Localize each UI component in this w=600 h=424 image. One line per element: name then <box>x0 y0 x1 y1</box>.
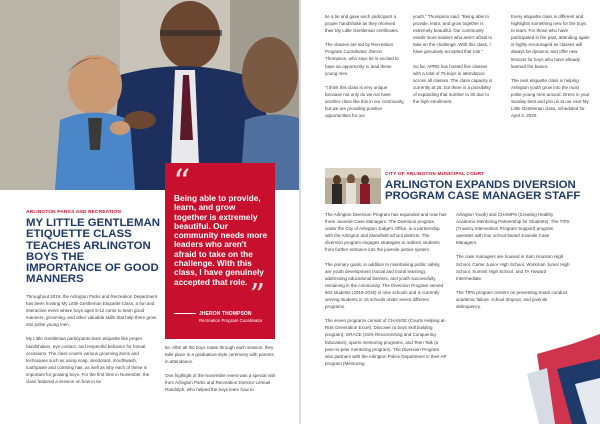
paragraph: The classes are led by Recreation Program Coordinator Jheron Thompson, who says he is excited to have an opportunity to lead these young men. <box>325 42 399 76</box>
paragraph: The seven programs consist of CHANGE (Courts Helping at-Risk Generation Excel), Discover (a boys skill building program), GRACE (Girls Reconnecting and Conquering Education), sports mentoring programs, and Teen Talk (a peer-to-peer mentoring program). The Diversion Program also partners with the Arlington Police Department in their AP program (Mentoring <box>325 318 447 366</box>
pull-quote <box>165 163 275 339</box>
section-kicker: CITY OF ARLINGTON MUNICIPAL COURT <box>385 172 485 177</box>
diversion-column-2 <box>456 211 571 317</box>
right-page <box>301 0 600 424</box>
paragraph: Every etiquette class is different and highlights something new for the boys to learn. For those who have participated in the past, attending again is highly encouraged as classes will always be dynamic and offer new lessons for boys who have already learned the basics. <box>511 14 590 69</box>
paragraph: The primary goals, in addition to maintaining public safety, are youth development (social and moral learning), addressing educational barriers, and youth successfully remaining in the community. The Diversion Program served 603 students (2019-2019) in nine schools and is currently serving students in 15 schools under seven different programs. <box>325 261 444 310</box>
paragraph: Arlington Youth) and CHAMPS (Creating Healthy Academic Mentoring Partnership for Students). The TIPS (Truancy Intervention Program Support) program operates with four school-based Juvenile Case Managers. <box>456 212 570 246</box>
paragraph: One highlight of the November event was a special visit from Arlington Parks and Recreation Director Lemuel Randolph, who helped the boys learn how to <box>165 373 276 393</box>
pull-quote-text: Being able to provide, learn, and grow together is extremely beautiful. Our community needs more leaders who aren't afraid to take on the challenge. With this class, I have genuinely accepted that role. <box>174 193 268 287</box>
open-quote-icon: “ <box>173 162 191 202</box>
paragraph: tie. After all the boys rotate through each session, they take place in a graduation-style ceremony with parents in attendance. <box>165 345 274 365</box>
body-column-2 <box>165 344 278 401</box>
section-kicker: ARLINGTON PARKS AND RECREATION <box>26 210 121 215</box>
quote-attribution-role: Recreation Program Coordinator <box>199 318 263 323</box>
article-headline: MY LITTLE GENTLEMAN ETIQUETTE CLASS TEACHES ARLINGTON BOYS THE IMPORTANCE OF GOOD MANNERS <box>26 217 160 286</box>
body-column-1 <box>26 293 158 392</box>
paragraph: “I think this class is very unique because not only do we not have another class like this in our community, but we are providing positive opportunities for our <box>325 84 405 119</box>
left-page <box>0 0 299 424</box>
continued-column-2 <box>413 13 493 112</box>
case-manager-staff-photo <box>325 168 381 204</box>
quote-divider <box>174 313 196 314</box>
paragraph: The Arlington Diversion Program has expanded and now has three Juvenile Case Managers. The Diversion program, under the City of Arlington Judge's Office, is a partnership with the Arlington and Mansfield school districts. The diversion program engages strategies to redirect students from further entrance into the juvenile justice system. <box>325 212 447 253</box>
paragraph: The next etiquette class is helping Arlington youth grow into the most polite young men around. Dress in your Sunday best and join us at our next My Little Gentleman class, scheduled for April 4, 2020. <box>511 77 590 119</box>
paragraph: The case managers are housed in Sam Houston High School, Carter Junior High School, Workman Junior High School, Summit High School, and TA Howard Intermediate. <box>456 254 570 281</box>
paragraph: So far, APRD has hosted five classes with a total of 75 boys in attendance across all classes. The class capacity is currently at 25, but there is a possibility of expanding that number to 30 due to the high enrollment. <box>413 63 493 105</box>
paragraph: tie a tie and gave each participant a proper handshake as they received their My Little Gentleman certificates. <box>325 14 400 34</box>
continued-column-1 <box>325 13 405 126</box>
paragraph: My Little Gentleman participants learn etiquette like proper handshakes, eye contact, and respectful behavior for formal occasions. The class covers various grooming items and techniques such as using soap, deodorant, mouthwash, toothpaste and combing hair, as well as why each of these is important for growing boys. For the first time in November, the class featured a session on how to tie <box>26 336 150 385</box>
quote-attribution-name: JHERON THOMPSON <box>199 311 252 317</box>
article-headline: ARLINGTON EXPANDS DIVERSION PROGRAM CASE MANAGER STAFF <box>385 179 581 203</box>
etiquette-class-photo <box>0 0 299 190</box>
paragraph: The TIPS program centers on preventing truant conduct, academic failure, school dropout, and juvenile delinquency. <box>456 289 569 310</box>
decorative-star-graphic <box>517 314 600 424</box>
continued-column-3 <box>511 13 591 126</box>
diversion-column-1 <box>325 211 447 374</box>
close-quote-icon: ” <box>249 278 265 313</box>
paragraph: youth,” Thompson said. “Being able to provide, learn, and grow together is extremely beautiful. Our community needs more leaders who aren't afraid to take on the challenge. With this class, I have genuinely accepted that role.” <box>413 14 493 55</box>
paragraph: Throughout 2019, the Arlington Parks and Recreation Department has been hosting My Little Gentleman Etiquette Class, a fun and interactive event where boys ages 5-12 come to learn good manners, grooming, and other valuable skills that help them grow into polite young men. <box>26 294 158 328</box>
